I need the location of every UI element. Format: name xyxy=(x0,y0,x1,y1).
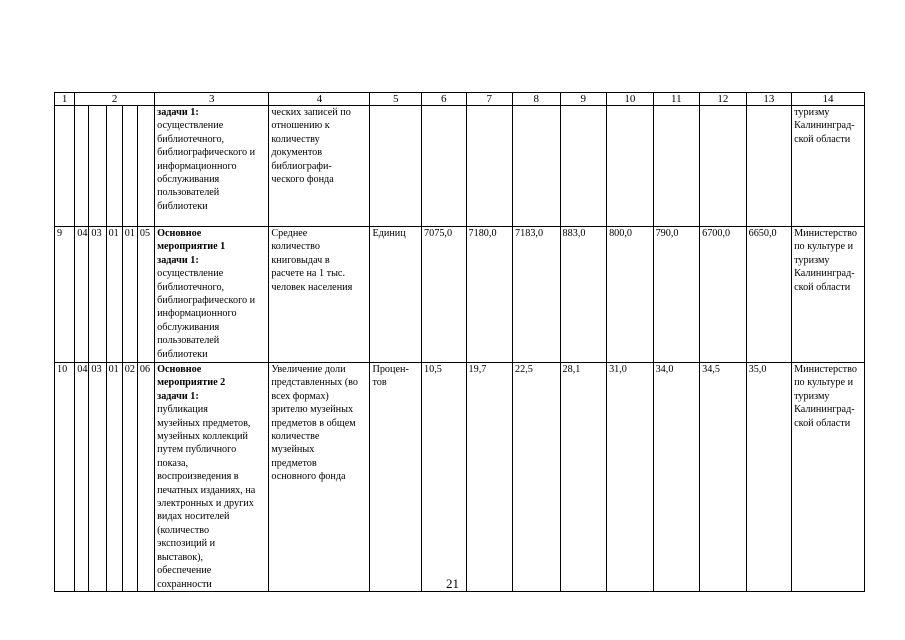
code-cell xyxy=(122,106,137,227)
code-cell: 01 xyxy=(122,227,137,363)
value-cell: 22,5 xyxy=(513,363,561,592)
code-cell: 04 xyxy=(75,363,89,592)
value-cell xyxy=(560,106,607,227)
value-cell: 883,0 xyxy=(560,227,607,363)
header-row xyxy=(55,93,865,106)
header-cell-10: 10 xyxy=(607,93,654,106)
task-title: задачи 1: xyxy=(157,107,199,118)
header-cell-14: 14 xyxy=(792,93,865,106)
value-cell: 19,7 xyxy=(466,363,513,592)
value-cell: 6700,0 xyxy=(700,227,747,363)
page-number: 21 xyxy=(446,576,459,591)
header-cell-12: 12 xyxy=(700,93,747,106)
table-row xyxy=(55,363,865,592)
value-cell xyxy=(607,106,654,227)
value-cell: 35,0 xyxy=(746,363,792,592)
value-cell: 10,5 xyxy=(422,363,466,592)
header-cell-4: 4 xyxy=(269,93,370,106)
value-cell xyxy=(653,106,700,227)
row-number: 9 xyxy=(55,227,75,363)
code-cell: 06 xyxy=(137,363,154,592)
executor-cell: Министерство по культуре и туризму Калининград- ской области xyxy=(792,227,865,363)
indicators-table xyxy=(54,92,865,592)
header-cell-13: 13 xyxy=(746,93,792,106)
task-cell xyxy=(155,227,269,363)
value-cell: 7183,0 xyxy=(513,227,561,363)
unit-cell xyxy=(370,106,422,227)
value-cell: 34,5 xyxy=(700,363,747,592)
task-title: Основное мероприятие 1 задачи 1: xyxy=(157,228,226,266)
header-cell-1: 1 xyxy=(55,93,75,106)
value-cell: 31,0 xyxy=(607,363,654,592)
task-text: осуществление библиотечного, библиографического и информационного обслуживания пользователей библиотеки xyxy=(157,268,256,360)
task-cell xyxy=(155,106,269,227)
header-cell-7: 7 xyxy=(466,93,513,106)
table-row xyxy=(55,106,865,227)
value-cell xyxy=(466,106,513,227)
header-cell-3: 3 xyxy=(155,93,269,106)
value-cell xyxy=(700,106,747,227)
code-cell xyxy=(106,106,122,227)
header-cell-8: 8 xyxy=(513,93,561,106)
executor-cell: Министерство по культуре и туризму Калининград- ской области xyxy=(792,363,865,592)
task-cell xyxy=(155,363,269,592)
code-cell: 03 xyxy=(89,227,106,363)
header-cell-9: 9 xyxy=(560,93,607,106)
table-row xyxy=(55,227,865,363)
unit-cell: Процен- тов xyxy=(370,363,422,592)
value-cell xyxy=(422,106,466,227)
value-cell: 34,0 xyxy=(653,363,700,592)
value-cell: 7180,0 xyxy=(466,227,513,363)
task-text: осуществление библиотечного, библиографического и информационного обслуживания пользователей библиотеки xyxy=(157,120,256,212)
executor-cell: туризму Калининград- ской области xyxy=(792,106,865,227)
value-cell: 800,0 xyxy=(607,227,654,363)
value-cell: 790,0 xyxy=(653,227,700,363)
code-cell xyxy=(137,106,154,227)
header-cell-6: 6 xyxy=(422,93,466,106)
indicator-cell: Увеличение доли представленных (во всех формах) зрителю музейных предметов в общем количестве музейных предметов основного фонда xyxy=(269,363,370,592)
indicator-cell: Среднее количество книговыдач в расчете на 1 тыс. человек населения xyxy=(269,227,370,363)
task-text: публикация музейных предметов, музейных коллекций путем публичного показа, воспроизведения в печатных изданиях, на электронных и других видах носителей (количество экспозиций и выставок), обеспечение сохранности xyxy=(157,404,256,590)
code-cell: 04 xyxy=(75,227,89,363)
row-number: 10 xyxy=(55,363,75,592)
code-cell: 02 xyxy=(122,363,137,592)
code-cell: 01 xyxy=(106,227,122,363)
value-cell: 7075,0 xyxy=(422,227,466,363)
value-cell: 6650,0 xyxy=(746,227,792,363)
unit-cell: Единиц xyxy=(370,227,422,363)
header-cell-2: 2 xyxy=(75,93,155,106)
indicator-cell: ческих записей по отношению к количеству документов библиографи- ческого фонда xyxy=(269,106,370,227)
value-cell xyxy=(746,106,792,227)
header-cell-11: 11 xyxy=(653,93,700,106)
code-cell xyxy=(89,106,106,227)
row-number xyxy=(55,106,75,227)
task-title: Основное мероприятие 2 задачи 1: xyxy=(157,364,226,402)
header-cell-5: 5 xyxy=(370,93,422,106)
code-cell: 01 xyxy=(106,363,122,592)
code-cell xyxy=(75,106,89,227)
code-cell: 05 xyxy=(137,227,154,363)
code-cell: 03 xyxy=(89,363,106,592)
value-cell: 28,1 xyxy=(560,363,607,592)
value-cell xyxy=(513,106,561,227)
